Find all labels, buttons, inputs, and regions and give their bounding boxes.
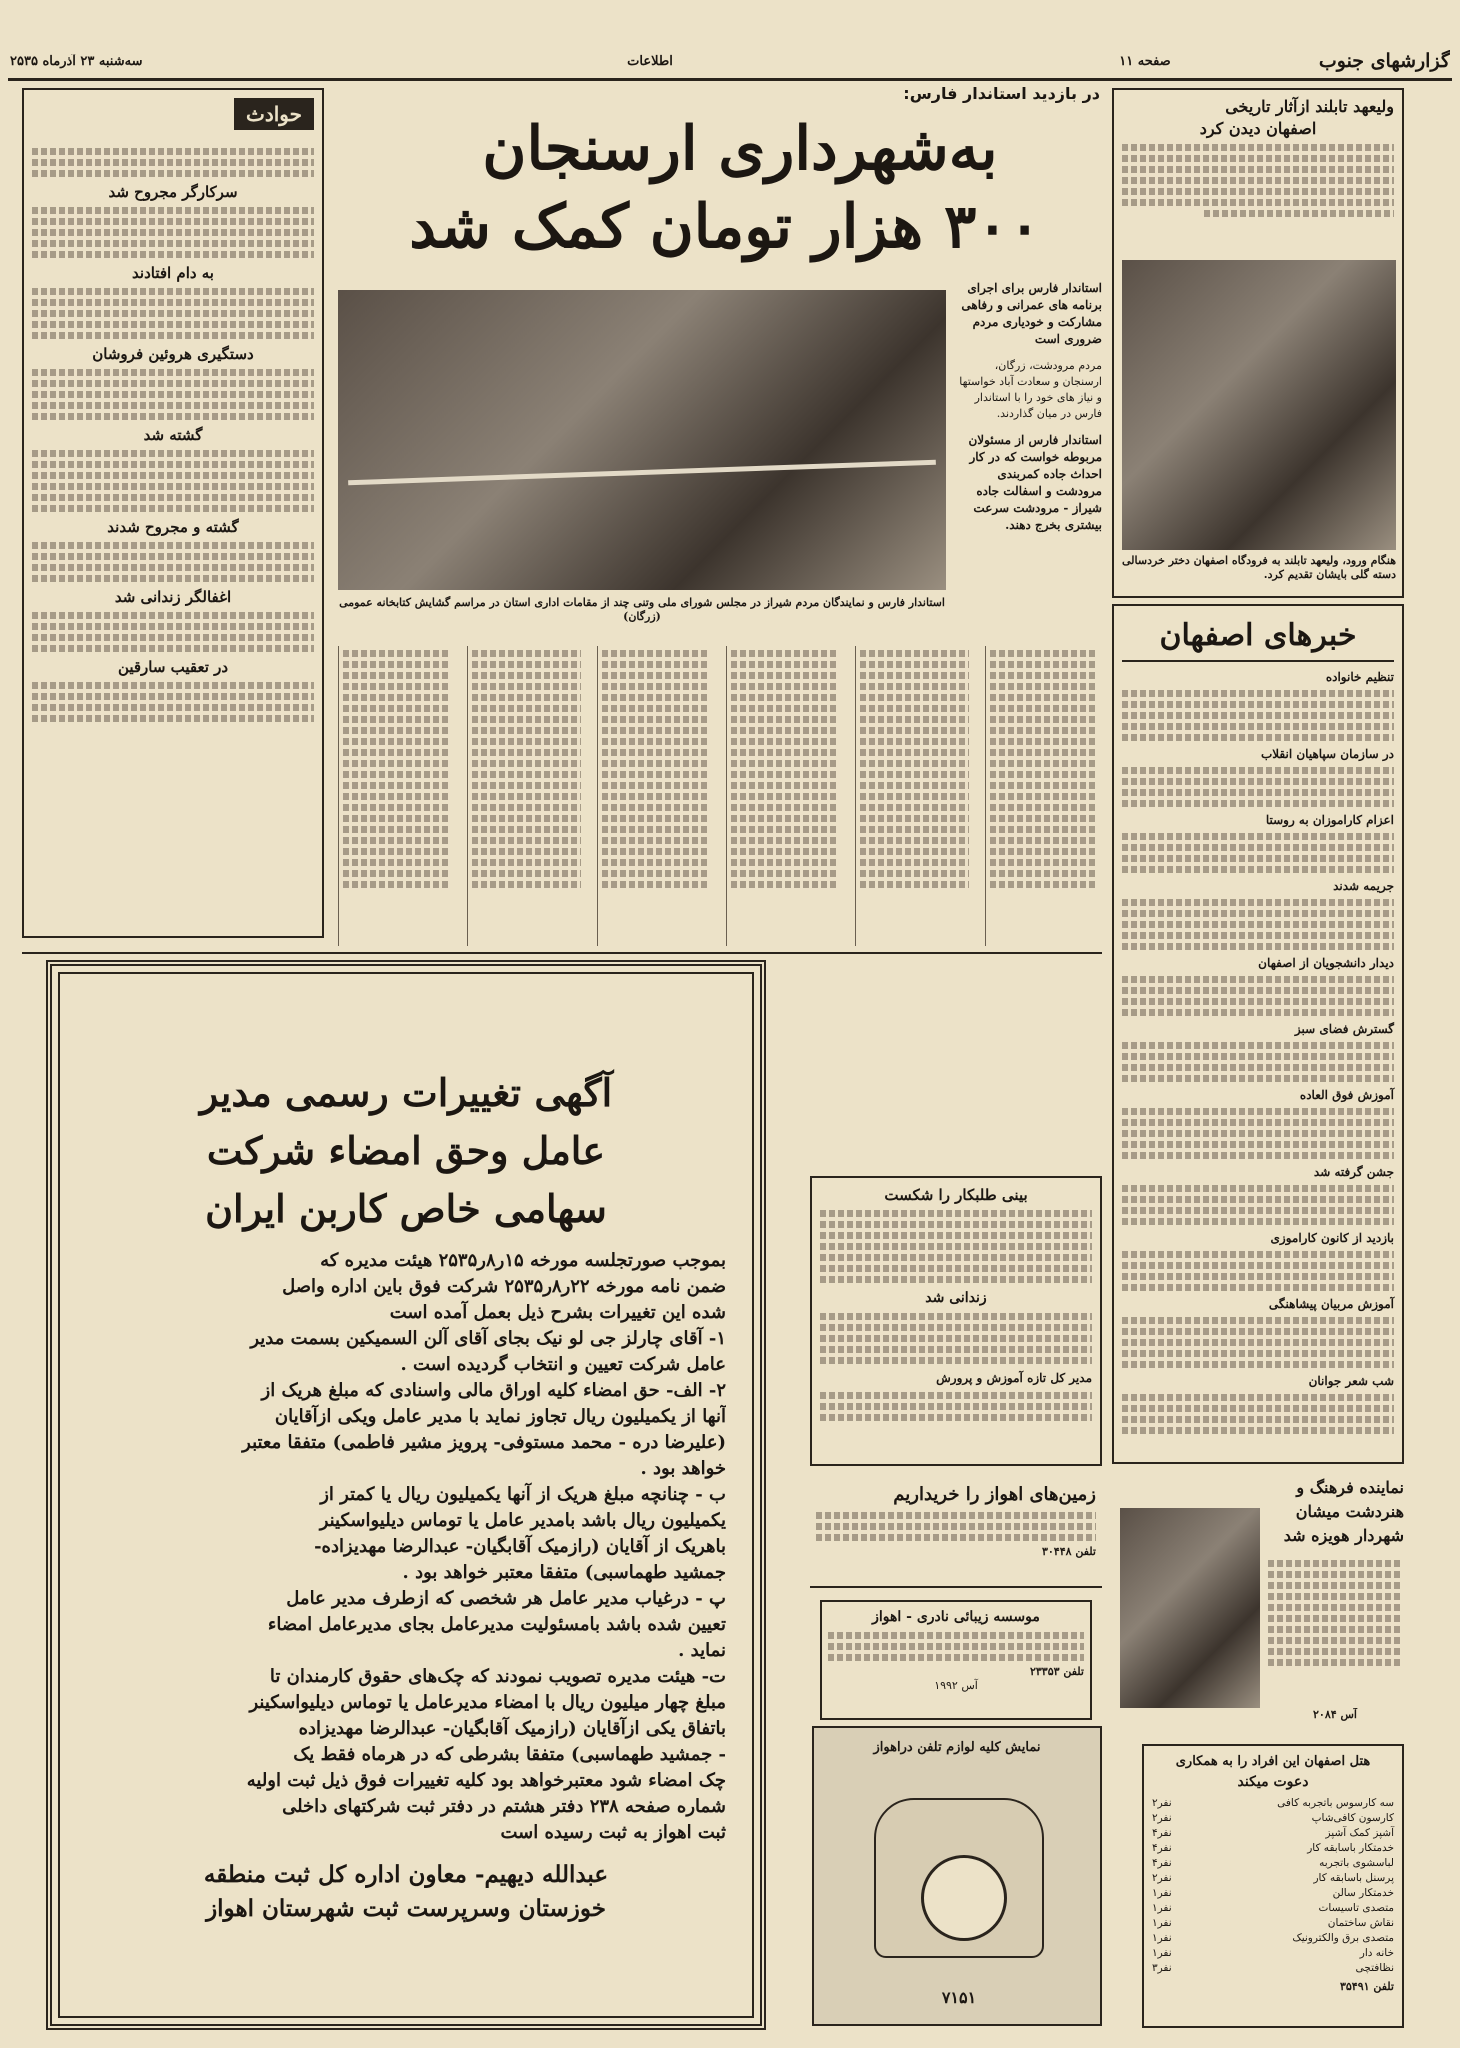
hawades-badge-label: حوادث: [234, 98, 314, 130]
hotel-role: لباسشوی باتجربه: [1319, 1857, 1394, 1869]
hotel-row: [1152, 1841, 1394, 1856]
header-rule: [8, 78, 1452, 81]
ribbon-photo: [338, 290, 946, 590]
paper-name: اطلاعات: [627, 54, 673, 69]
isfahan-subhead: بازدید از کانون کاراموزی: [1270, 1231, 1394, 1245]
ad-body-line: بموجب صورتجلسه مورخه ۱۵ر۸ر۲۵۳۵ هیئت مدیره که: [320, 1250, 726, 1271]
main-story-body: [338, 646, 1102, 946]
hotel-row: [1152, 1886, 1394, 1901]
hotel-count: ۱نفر: [1152, 1917, 1172, 1929]
ribbon: [348, 460, 936, 486]
hotel-row: [1152, 1856, 1394, 1871]
ad-body-line: چک امضاء شود معتبرخواهد بود کلیه تغییرات فوق ذیل ثبت اولیه: [246, 1770, 726, 1791]
representative-title-3: شهردار هویزه شد: [1283, 1526, 1404, 1545]
ad-title-1: آگهی تغییرات رسمی مدیر: [199, 1070, 613, 1115]
crown-prince-body: [1122, 144, 1394, 217]
hotel-row: [1152, 1901, 1394, 1916]
hotel-role: پرسنل باسابقه کار: [1313, 1872, 1394, 1884]
isfahan-subhead: شب شعر جوانان: [1308, 1374, 1394, 1388]
main-story-bottom-rule: [22, 952, 1102, 954]
ad-body-line: باتفاق یکی ازآقایان (رازمیک آقابگیان- عبدالرضا مهدیزاده: [298, 1718, 726, 1739]
isfahan-subhead: در سازمان سپاهیان انقلاب: [1260, 747, 1394, 761]
hotel-row: [1152, 1961, 1394, 1976]
hawades-item-title: سرکارگر مجروح شد: [108, 183, 238, 201]
hotel-ad: [1142, 1744, 1404, 2028]
main-kicker: در بازدید استاندار فارس:: [903, 84, 1100, 103]
hotel-row: [1152, 1811, 1394, 1826]
telephone-illustration: [874, 1798, 1044, 1958]
ad-body-line: ۱- آقای چارلز جی لو نیک بجای آقای آلن السمیکین بسمت مدیر: [250, 1328, 726, 1349]
hotel-count: ۳نفر: [1152, 1962, 1172, 1974]
isfahan-subhead: دیدار دانشجویان از اصفهان: [1258, 956, 1394, 970]
ad-body-line: ضمن نامه مورخه ۲۲ر۸ر۲۵۳۵ شرکت فوق باین اداره واصل: [282, 1276, 726, 1297]
main-intro-1: استاندار فارس برای اجرای برنامه های عمرانی و رفاهی مشارکت و خودیاری مردم ضروری است: [961, 281, 1102, 346]
page-number: صفحه ۱۱: [1119, 54, 1171, 69]
ad-body-line: نماید .: [678, 1640, 726, 1661]
ahvaz-land-title: زمین‌های اهواز را خریداریم: [893, 1484, 1096, 1505]
tableau-sub1: زندانی شد: [925, 1290, 987, 1306]
isfahan-subhead: جریمه شدند: [1333, 879, 1394, 893]
ribbon-photo-caption: استاندار فارس و نمایندگان مردم شیراز در مجلس شورای ملی وتنی چند از مقامات اداری استان در مراسم گشایش کتابخانه عمومی (زرگان): [339, 596, 945, 623]
crown-prince-photo: [1122, 260, 1396, 550]
representative-code: آس ۲۰۸۴: [1313, 1708, 1357, 1721]
ad-title-2: عامل وحق امضاء شرکت: [206, 1128, 606, 1173]
crown-prince-title-1: ولیعهد تابلند ازآثار تاریخی: [1225, 97, 1394, 116]
representative-title-1: نماینده فرهنگ و: [1296, 1478, 1404, 1497]
hotel-count: ۱نفر: [1152, 1902, 1172, 1914]
hotel-role: خدمتکار سالن: [1332, 1887, 1394, 1899]
hotel-role: نقاش ساختمان: [1327, 1917, 1394, 1929]
hotel-count: ۴نفر: [1152, 1842, 1172, 1854]
isfahan-subhead: جشن گرفته شد: [1313, 1165, 1394, 1179]
isfahan-news-body: [1122, 668, 1394, 1434]
hotel-row: [1152, 1796, 1394, 1811]
isfahan-subhead: گسترش فضای سبز: [1294, 1022, 1394, 1036]
ad-body: [86, 1248, 726, 1846]
representative-photo: [1120, 1508, 1260, 1708]
ad-body-line: مبلغ چهار میلیون ریال با امضاء مدیرعامل یا توماس دیلیواسکینر: [249, 1692, 726, 1713]
section-title: گزارشهای جنوب: [1318, 50, 1450, 72]
hawades-panel: [22, 88, 324, 938]
main-intro-3: استاندار فارس از مسئولان مربوطه خواست که در کار احداث جاده کمربندی مرودشت و اسفالت جاده شیراز - مرودشت سرعت بیشتری بخرج دهند.: [968, 433, 1102, 532]
hawades-list: [32, 148, 314, 722]
carbon-iran-ad: [46, 960, 766, 2030]
hotel-role: نظافتچی: [1355, 1962, 1394, 1974]
ad-body-line: پ - درغیاب مدیر عامل هر شخصی که ازطرف مدیر عامل: [286, 1588, 726, 1609]
isfahan-news-title: خبرهای اصفهان: [1122, 612, 1394, 662]
hotel-count: ۱نفر: [1152, 1887, 1172, 1899]
ad-title-3: سهامی خاص کاربن ایران: [205, 1186, 607, 1231]
representative-body: [1268, 1556, 1402, 1670]
hotel-count: ۴نفر: [1152, 1857, 1172, 1869]
crown-prince-panel: [1112, 88, 1404, 598]
hawades-item-title: اغفالگر زندانی شد: [114, 588, 232, 606]
hotel-row: [1152, 1826, 1394, 1841]
hotel-phone: تلفن ۳۵۴۹۱: [1339, 1980, 1394, 1993]
main-story-column: [338, 646, 455, 946]
hotel-row: [1152, 1871, 1394, 1886]
ad-body-line: آنها از یکمیلیون ریال تجاوز نماید با مدیر عامل ویکی ازآقایان: [274, 1406, 726, 1427]
hotel-role: متصدی برق والکترونیک: [1292, 1932, 1394, 1944]
phone-ad-label: نمایش کلیه لوازم تلفن دراهواز: [873, 1740, 1041, 1755]
hotel-role: سه کارسوس باتجربه کافی: [1277, 1797, 1394, 1809]
hawades-item-title: گشته شد: [143, 426, 203, 444]
phone-ad-code: ۷۱۵۱: [941, 1988, 977, 2007]
hotel-role: آشپز کمک آشپز: [1325, 1827, 1394, 1839]
representative-title-2: هنردشت میشان: [1295, 1502, 1404, 1521]
hotel-row: [1152, 1931, 1394, 1946]
hotel-count: ۱نفر: [1152, 1932, 1172, 1944]
beauty-salon-phone: تلفن ۲۳۳۵۳: [1029, 1665, 1084, 1678]
beauty-salon-code: آس ۱۹۹۲: [934, 1679, 978, 1692]
isfahan-news-panel: [1112, 604, 1404, 1464]
hawades-item-title: گشته و مجروح شدند: [107, 518, 239, 536]
ad-body-line: - جمشید طهماسبی) متفقا بشرطی که در هرماه فقط یک: [293, 1744, 726, 1765]
telephone-dial-icon: [921, 1855, 1007, 1941]
hawades-item-title: به دام افتادند: [132, 264, 214, 282]
ad-signature-1: عبدالله دیهیم- معاون اداره کل ثبت منطقه: [203, 1861, 609, 1888]
hawades-item-title: در تعقیب سارقین: [117, 658, 229, 676]
issue-date: سه‌شنبه ۲۳ آذرماه ۲۵۳۵: [10, 54, 143, 69]
tableau-title: بینی طلبکار را شکست: [884, 1186, 1028, 1204]
ad-body-line: شده این تغییرات بشرح ذیل بعمل آمده است: [389, 1302, 726, 1323]
ad-body-line: ثبت اهواز به ثبت رسیده است: [500, 1822, 726, 1843]
hotel-rows: [1152, 1796, 1394, 1976]
isfahan-subhead: تنظیم خانواده: [1325, 670, 1394, 684]
ad-body-line: باهریک از آقایان (رازمیک آقابگیان- عبدالرضا مهدیزاده-: [314, 1536, 726, 1557]
isfahan-subhead: آموزش فوق العاده: [1299, 1088, 1394, 1102]
ad-body-line: یکمیلیون ریال باشد بامدیر عامل یا توماس دیلیواسکینر: [319, 1510, 726, 1531]
hawades-item-title: دستگیری هروئین فروشان: [92, 345, 254, 363]
ad-body-line: شماره صفحه ۲۳۸ دفتر هشتم در دفتر ثبت شرکتهای داخلی: [282, 1796, 726, 1817]
hotel-count: ۴نفر: [1152, 1827, 1172, 1839]
tableau-box: [810, 1176, 1102, 1466]
hotel-count: ۲نفر: [1152, 1797, 1172, 1809]
phone-ad: [812, 1726, 1102, 2026]
main-story-column: [597, 646, 714, 946]
main-story-column: [467, 646, 584, 946]
hotel-count: ۱نفر: [1152, 1947, 1172, 1959]
main-headline-1: به‌شهرداری ارسنجان: [482, 114, 998, 184]
crown-prince-title-2: اصفهان دیدن کرد: [1199, 119, 1317, 138]
ad-body-line: خواهد بود .: [640, 1458, 726, 1479]
hawades-badge: [32, 98, 314, 144]
main-headline-2: ۳۰۰ هزار تومان کمک شد: [409, 192, 1041, 262]
hotel-title-2: دعوت میکند: [1237, 1774, 1309, 1790]
main-story-column: [855, 646, 972, 946]
hotel-count: ۲نفر: [1152, 1872, 1172, 1884]
hotel-title-1: هتل اصفهان این افراد را به همکاری: [1175, 1754, 1371, 1769]
main-story-column: [726, 646, 843, 946]
hotel-row: [1152, 1946, 1394, 1961]
beauty-salon-title: موسسه زیبائی نادری - اهواز: [872, 1609, 1040, 1625]
ad-body-line: ۲- الف- حق امضاء کلیه اوراق مالی واسنادی که مبلغ هریک از: [261, 1380, 726, 1401]
ad-body-line: جمشید طهماسبی) متفقا معتبر خواهد بود .: [402, 1562, 726, 1583]
hotel-count: ۲نفر: [1152, 1812, 1172, 1824]
hotel-role: خدمتکار باسابقه کار: [1307, 1842, 1394, 1854]
hotel-role: خانه دار: [1359, 1947, 1394, 1959]
ahvaz-land-phone: تلفن ۳۰۴۴۸: [1041, 1545, 1096, 1558]
hotel-role: متصدی تاسیسات: [1318, 1902, 1394, 1914]
ad-body-line: ب - چنانچه مبلغ هریک از آنها یکمیلیون ریال یا کمتر از: [320, 1484, 726, 1505]
beauty-salon-ad: [820, 1600, 1092, 1720]
hotel-row: [1152, 1916, 1394, 1931]
isfahan-subhead: آموزش مربیان پیشاهنگی: [1268, 1297, 1394, 1311]
main-intro-2: مردم مرودشت، زرگان، ارسنجان و سعادت آباد خواستها و نیاز های خود را با استاندار فارس در میان گذاردند.: [959, 359, 1102, 420]
ad-body-line: ت- هیئت مدیره تصویب نمودند که چک‌های حقوق کارمندان تا: [269, 1666, 726, 1687]
hotel-role: کارسون کافی‌شاپ: [1311, 1812, 1394, 1824]
tableau-sub2: مدیر کل تازه آموزش و پرورش: [936, 1371, 1092, 1385]
ad-body-line: عامل شرکت تعیین و انتخاب گردیده است .: [400, 1354, 726, 1375]
main-intro: [956, 280, 1102, 640]
representative-box: [1112, 1476, 1404, 1736]
ahvaz-land-ad: [810, 1478, 1102, 1588]
ad-signature-2: خوزستان وسرپرست ثبت شهرستان اهواز: [206, 1895, 606, 1922]
crown-prince-caption: هنگام ورود، ولیعهد تابلند به فرودگاه اصفهان دختر خردسالی دسته گلی بایشان تقدیم کرد.: [1122, 554, 1396, 581]
ad-body-line: تعیین شده باشد بامسئولیت مدیرعامل بجای مدیرعامل امضاء: [267, 1614, 726, 1635]
isfahan-subhead: اعزام کاراموزان به روستا: [1265, 813, 1394, 827]
main-story-column: [985, 646, 1102, 946]
ad-body-line: (علیرضا دره - محمد مستوفی- پرویز مشیر فاطمی) متفقا معتبر: [242, 1432, 726, 1453]
